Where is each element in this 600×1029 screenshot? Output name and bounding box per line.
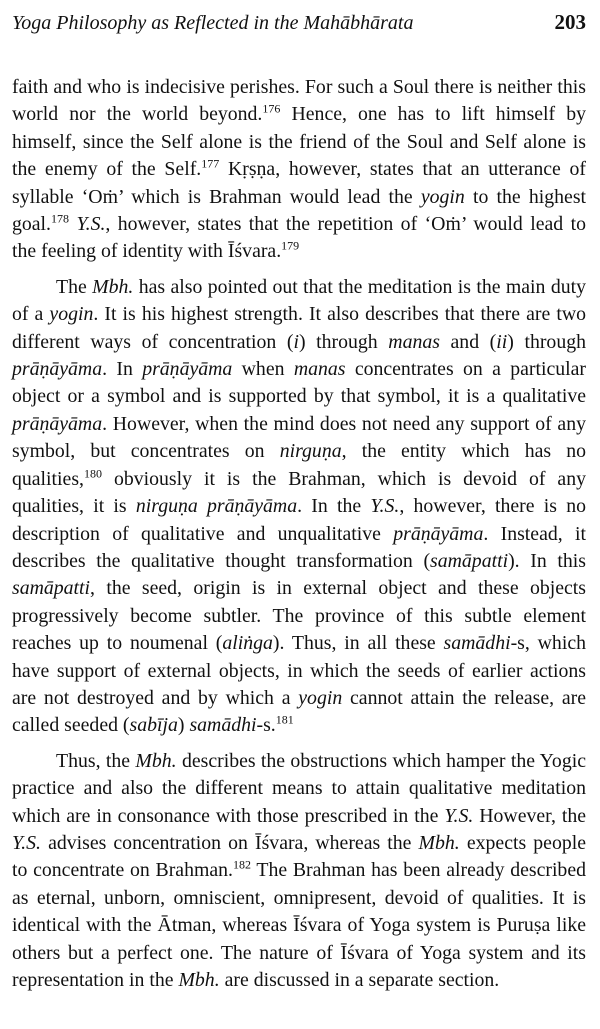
text-run: , however, there is no description of qualitative and unqualitative	[12, 495, 586, 545]
text-run: when	[232, 358, 294, 381]
italic-term: Mbh.	[135, 749, 177, 772]
italic-term: Mbh.	[178, 969, 220, 991]
italic-term: manas	[293, 358, 346, 381]
text-run: ). Thus, in all these	[272, 632, 444, 655]
text-run: cannot attain the release, are called seeded (	[12, 686, 586, 737]
italic-term: yogin	[298, 686, 343, 709]
text-run: However, the	[473, 804, 586, 827]
italic-term: samāpatti	[430, 549, 509, 572]
italic-term: prāṇāyāma	[12, 412, 103, 435]
footnote-ref: 179	[281, 238, 300, 253]
text-run: concentrates on a particular object or a symbol and is supported by that symbol, it is a qualitative	[12, 358, 586, 408]
footnote-ref: 182	[232, 857, 251, 872]
italic-term: Mbh.	[92, 275, 134, 298]
italic-term: samāpatti	[12, 577, 91, 600]
italic-term: aliṅga	[222, 632, 273, 655]
text-run: and (	[439, 330, 497, 353]
italic-term: Y.S.	[444, 804, 474, 827]
text-run: . Instead, it describes the qualitative thought transformation (	[12, 522, 586, 572]
text-run: . However, when the mind does not need any support of any symbol, but concentrates on	[12, 412, 586, 463]
text-run: has also pointed out that the meditation is the main duty of a	[12, 275, 586, 326]
italic-term: Y.S.	[370, 495, 400, 518]
italic-term: prāṇāyāma	[393, 522, 484, 545]
body-text	[12, 74, 586, 994]
text-run: to the highest goal.	[12, 185, 587, 236]
italic-term: manas	[388, 330, 440, 353]
italic-term: sabīja	[129, 714, 178, 737]
italic-term: nirguṇa	[279, 440, 342, 463]
text-run: . It is his highest strength. It also describes that there are two different ways of concentration (	[12, 303, 586, 353]
text-run: expects people to concentrate on Brahman.	[12, 831, 587, 882]
text-run: Kṛṣṇa, however, states that an utterance of syllable ‘Oṁ’ which is Brahman would lead the	[12, 158, 586, 208]
italic-term: yogin	[49, 303, 94, 326]
italic-term: yogin	[420, 185, 465, 208]
italic-term: Y.S.	[12, 831, 41, 854]
footnote-ref: 181	[275, 712, 294, 727]
page-number: 203	[554, 10, 586, 34]
text-run: , the seed, origin is in external object and these objects progressively become subtler. The province of this subtle element reaches up to noumenal (	[12, 577, 586, 655]
text-run: , the entity which has no qualities,	[12, 440, 586, 490]
page-header	[12, 10, 586, 50]
text-run: . In	[102, 358, 143, 381]
text-run: ) through	[507, 330, 586, 353]
text-run: . In the	[297, 495, 371, 518]
italic-term: samādhi	[189, 714, 257, 737]
text-run: are discussed in a separate section.	[219, 969, 500, 991]
footnote-ref: 176	[262, 101, 281, 116]
text-run: Thus, the	[56, 749, 136, 772]
text-run: advises concentration on Īśvara, whereas the	[40, 831, 419, 854]
italic-term: Y.S.	[76, 213, 106, 236]
footnote-ref: 178	[51, 211, 70, 226]
italic-term: Mbh.	[418, 831, 460, 854]
running-head: Yoga Philosophy as Reflected in the Mahābhārata	[12, 12, 414, 34]
text-run: ). In this	[508, 549, 586, 572]
text-run: faith and who is indecisive perishes. For such a Soul there is neither this world nor the world beyond.	[12, 76, 586, 126]
text-run: obviously it is the Brahman, which is devoid of any qualities, it is	[12, 467, 586, 518]
italic-term: i	[293, 330, 299, 353]
italic-term: prāṇāyāma	[12, 358, 103, 381]
text-run: describes the obstructions which hamper the Yogic practice and also the different means to attain qualitative meditation which are in consonance with those prescribed in the	[12, 749, 586, 827]
text-run: The	[56, 275, 93, 298]
text-run: -s.	[256, 714, 276, 737]
italic-term: prāṇāyāma	[142, 358, 233, 381]
italic-term: ii	[496, 330, 508, 353]
paragraph	[12, 748, 586, 995]
paragraph	[12, 274, 586, 740]
italic-term: samādhi	[443, 632, 511, 655]
paragraph	[12, 74, 586, 266]
italic-term: nirguṇa prāṇāyāma	[135, 495, 298, 518]
text-run: Hence, one has to lift himself by himself, since the Self alone is the friend of the Soul and Self alone is the enemy of the Self.	[12, 103, 586, 181]
text-run: )	[177, 714, 190, 737]
footnote-ref: 177	[201, 156, 220, 171]
text-run: , however, states that the repetition of ‘Oṁ’ would lead to the feeling of identity with Īśvara.	[12, 213, 586, 263]
text-run: The Brahman has been already described as eternal, unborn, omniscient, omnipresent, devoid of qualities. It is identical with the Ātman, whereas Īśvara of Yoga system is Puruṣa like others but a perfect one. The nature of Īśvara of Yoga system and its representation in the	[12, 859, 586, 991]
text-run: ) through	[298, 330, 389, 353]
text-run: -s, which have support of external objects, in which the seeds of earlier actions are not destroyed and by which a	[12, 632, 586, 709]
footnote-ref: 180	[83, 466, 102, 481]
